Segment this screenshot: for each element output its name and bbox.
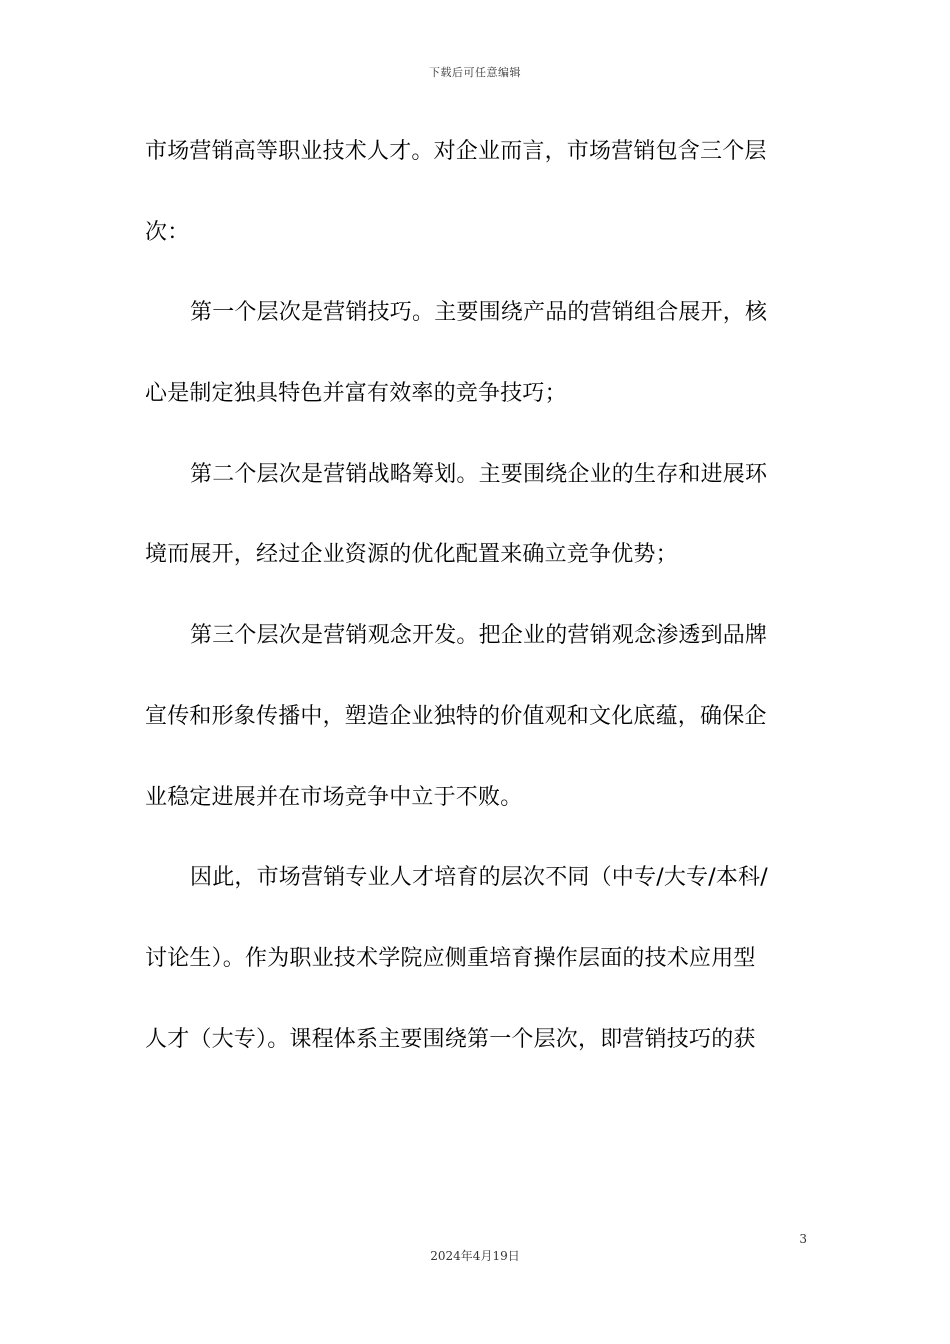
page-header: 下载后可任意编辑 — [429, 66, 521, 79]
body-text — [145, 126, 815, 1094]
paragraph-line: 因此，市场营销专业人才培育的层次不同（中专/大专/本科/ — [190, 865, 768, 891]
paragraph-line: 境而展开，经过企业资源的优化配置来确立竞争优势； — [145, 542, 678, 568]
paragraph-line: 第二个层次是营销战略筹划。主要围绕企业的生存和进展环 — [190, 461, 768, 487]
paragraph-line: 宣传和形象传播中，塑造企业独特的价值观和文化底蕴，确保企 — [145, 703, 767, 729]
footer-date: 2024年4月19日 — [430, 1249, 520, 1263]
paragraph-line: 次： — [145, 219, 190, 245]
paragraph-line: 市场营销高等职业技术人才。对企业而言，市场营销包含三个层 — [145, 139, 767, 164]
paragraph-line: 第一个层次是营销技巧。主要围绕产品的营销组合展开，核 — [190, 300, 768, 326]
page-number: 3 — [799, 1232, 807, 1246]
paragraph-line: 讨论生）。作为职业技术学院应侧重培育操作层面的技术应用型 — [145, 945, 756, 971]
paragraph-line: 业稳定进展并在市场竞争中立于不败。 — [145, 784, 523, 810]
paragraph-line: 第三个层次是营销观念开发。把企业的营销观念渗透到品牌 — [190, 623, 768, 649]
paragraph-line: 心是制定独具特色并富有效率的竞争技巧； — [145, 381, 567, 407]
paragraph-line: 人才（大专）。课程体系主要围绕第一个层次，即营销技巧的获 — [145, 1026, 756, 1052]
